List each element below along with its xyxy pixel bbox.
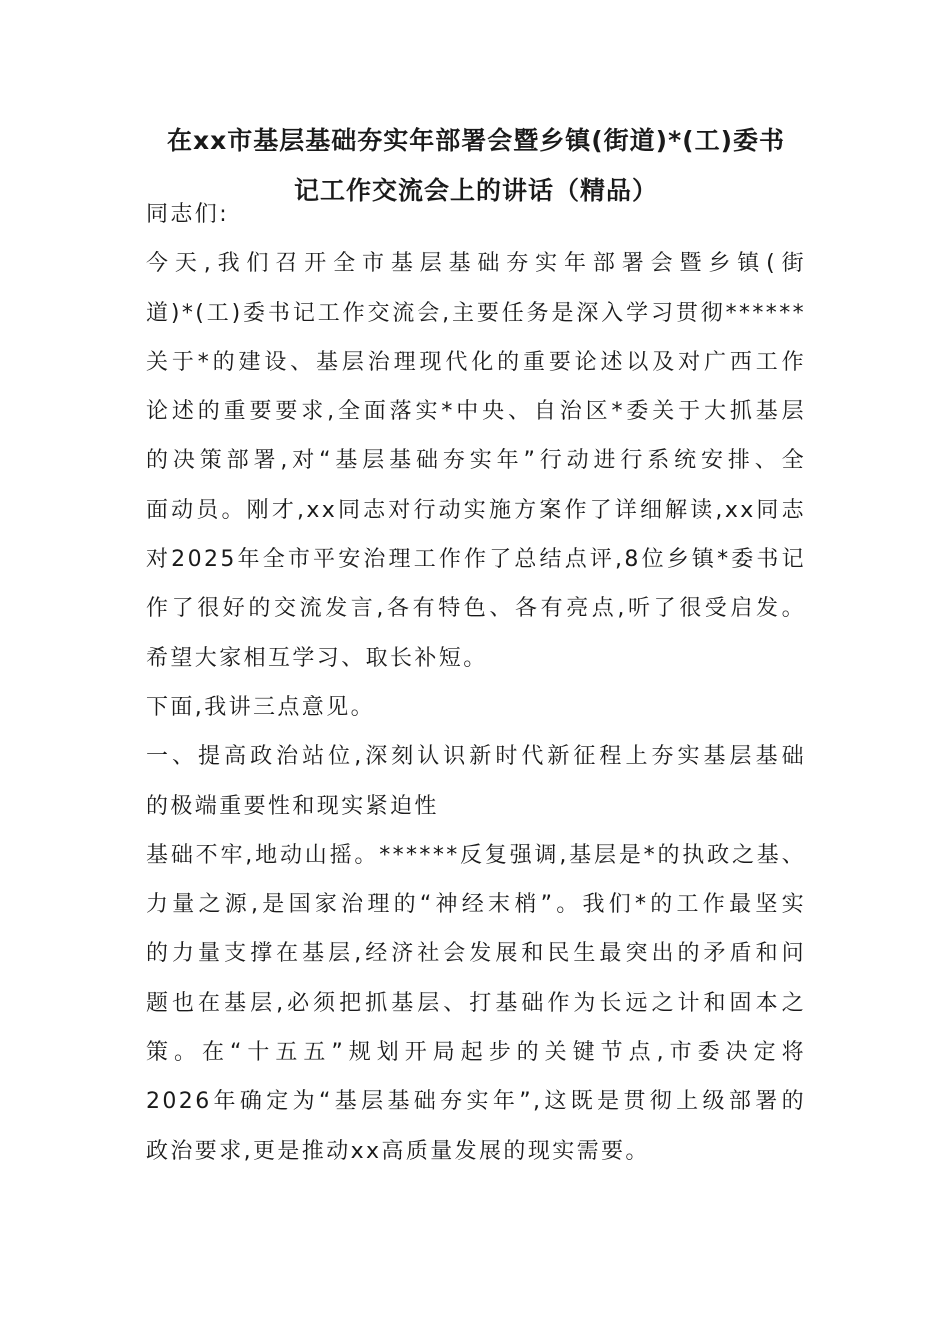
paragraph-line: 的决策部署,对“基层基础夯实年”行动进行系统安排、全 <box>146 448 806 474</box>
title-line-2: 记工作交流会上的讲话（精品） <box>293 176 658 205</box>
paragraph-line: 的力量支撑在基层,经济社会发展和民生最突出的矛盾和问 <box>146 941 806 967</box>
paragraph-line: 力量之源,是国家治理的“神经末梢”。我们*的工作最坚实 <box>146 892 806 918</box>
paragraph-line: 希望大家相互学习、取长补短。 <box>146 645 488 671</box>
document-body <box>146 190 806 1176</box>
paragraph-line: 题也在基层,必须把抓基层、打基础作为长远之计和固本之 <box>146 990 806 1016</box>
paragraph-line: 策。在“十五五”规划开局起步的关键节点,市委决定将 <box>146 1040 806 1066</box>
section-heading-line: 的极端重要性和现实紧迫性 <box>146 793 439 819</box>
paragraph-line: 基础不牢,地动山摇。******反复强调,基层是*的执政之基、 <box>146 842 806 868</box>
section-heading-line: 一、提高政治站位,深刻认识新时代新征程上夯实基层基础 <box>146 744 806 770</box>
paragraph-line: 作了很好的交流发言,各有特色、各有亮点,听了很受启发。 <box>146 596 806 622</box>
paragraph-line: 面动员。刚才,xx同志对行动实施方案作了详细解读,xx同志 <box>146 497 806 523</box>
paragraph-line: 道)*(工)委书记工作交流会,主要任务是深入学习贯彻****** <box>146 300 806 326</box>
paragraph-line: 政治要求,更是推动xx高质量发展的现实需要。 <box>146 1138 650 1164</box>
paragraph-line: 关于*的建设、基层治理现代化的重要论述以及对广西工作 <box>146 349 806 375</box>
paragraph-line: 对2025年全市平安治理工作作了总结点评,8位乡镇*委书记 <box>146 547 806 573</box>
salutation: 同志们: <box>146 202 230 227</box>
paragraph-line: 下面,我讲三点意见。 <box>146 694 375 720</box>
title-line-1: 在xx市基层基础夯实年部署会暨乡镇(街道)*(工)委书 <box>166 126 786 155</box>
paragraph-line: 今天,我们召开全市基层基础夯实年部署会暨乡镇(街 <box>146 251 806 277</box>
paragraph-line: 2026年确定为“基层基础夯实年”,这既是贯彻上级部署的 <box>146 1089 806 1115</box>
paragraph-line: 论述的重要要求,全面落实*中央、自治区*委关于大抓基层 <box>146 399 806 425</box>
